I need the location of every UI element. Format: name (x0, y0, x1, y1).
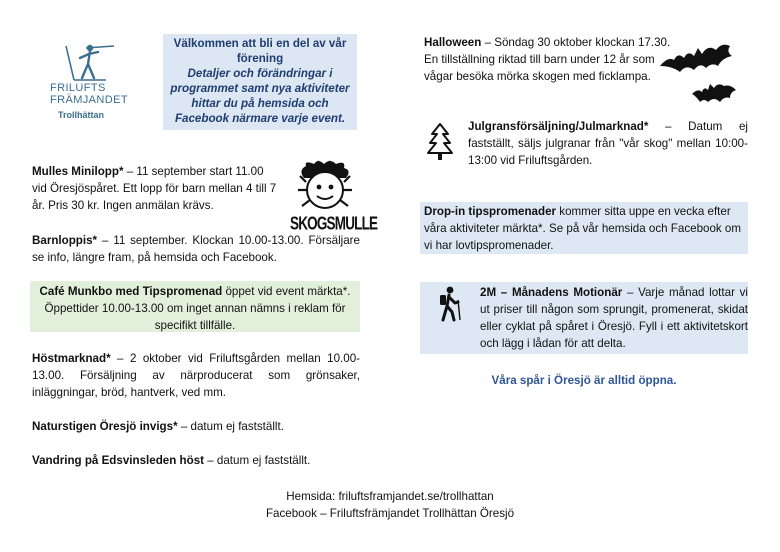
skogsmulle-mascot-icon (290, 160, 360, 214)
event-title: Höstmarknad* (32, 352, 111, 365)
event-text: – 11 september start 11.00 vid Öresjöspåret. Ett lopp för barn mellan 4 till 7 år. Pris 30 kr. Ingen anmälan krävs. (32, 165, 277, 212)
logo-line1: FRILUFTS (50, 82, 106, 94)
event-barnloppis (32, 232, 360, 266)
event-text: – Varje månad lottar vi ut priser till någon som sprungit, promenerat, skidat eller cyklat på spåret i Öresjö. Fyll i ett aktivitetskort och lägg i lådan för att delta. (480, 286, 748, 350)
logo-subtitle: Trollhättan (58, 110, 105, 120)
event-mulles-minilopp (32, 163, 280, 214)
event-text: – Söndag 30 oktober klockan 17.30. En tillställning riktad till barn under 12 år som vågar besöka mörka skogen med ficklampa. (424, 36, 671, 83)
skier-figure-icon (60, 40, 120, 82)
footer-facebook: Facebook – Friluftsfrämjandet Trollhättan Öresjö (265, 507, 515, 520)
event-title: Naturstigen Öresjö invigs* (32, 420, 178, 433)
event-text: öppet vid event märkta*. Öppettider 10.00-13.00 om inget annan nämns i reklam för specifikt tillfälle. (44, 285, 351, 332)
event-naturstigen (32, 418, 360, 435)
welcome-box (163, 34, 357, 130)
event-text: – 2 oktober vid Friluftsgården mellan 10.00-13.00. Försäljning av närproducerat som grönsaker, inläggningar, bröd, hantverk, ved mm. (32, 352, 360, 399)
event-motionar (480, 284, 748, 352)
event-halloween (424, 34, 674, 85)
event-title: 2M – Månadens Motionär (480, 286, 623, 299)
footer-website: Hemsida: friluftsframjandet.se/trollhattan (286, 490, 494, 503)
event-title: Vandring på Edsvinsleden höst (32, 454, 205, 467)
friluftsframjandet-logo (46, 40, 136, 120)
welcome-body: Detaljer och förändringar i programmet samt nya aktiviteter hittar du på hemsida och Facebook närmare varje event. (170, 67, 350, 125)
event-title: Café Munkbo med Tipspromenad (39, 285, 223, 298)
trails-open-note: Våra spår i Öresjö är alltid öppna. (491, 374, 677, 387)
event-cafe-munkbo (32, 283, 358, 334)
event-text: – datum ej fastställt. (204, 454, 311, 467)
event-julmarknad (468, 118, 748, 169)
welcome-title: Välkommen att bli en del av vår förening (173, 37, 347, 65)
bat-icon (656, 38, 742, 118)
event-title: Drop-in tipspromenader (424, 205, 557, 218)
logo-line2: FRÄMJANDET (50, 94, 128, 106)
event-text: kommer sitta uppe en vecka efter våra aktiviteter märkta*. Se på vår hemsida och Facebook om vi har lovtipspromenader. (424, 205, 742, 252)
event-title: Julgransförsäljning/Julmarknad* (468, 120, 649, 133)
event-text: – Datum ej fastställt, säljs julgranar från "vår skog" mellan 10:00-13:00 vid Friluftsgården. (468, 120, 748, 167)
event-text: – 11 september. Klockan 10.00-13.00. Försäljare se info, längre fram, på hemsida och Facebook. (32, 234, 360, 264)
skogsmulle-logo (290, 160, 378, 234)
event-text: – datum ej fastställt. (177, 420, 284, 433)
event-dropin (424, 203, 748, 254)
skogsmulle-wordmark: SKOGSMULLE (290, 213, 378, 234)
event-vandring (32, 452, 360, 469)
pine-tree-icon (426, 122, 454, 162)
hiker-icon (436, 286, 462, 322)
event-hostmarknad (32, 350, 360, 401)
event-title: Barnloppis* (32, 234, 98, 247)
event-title: Halloween (424, 36, 482, 49)
event-title: Mulles Minilopp* (32, 165, 124, 178)
